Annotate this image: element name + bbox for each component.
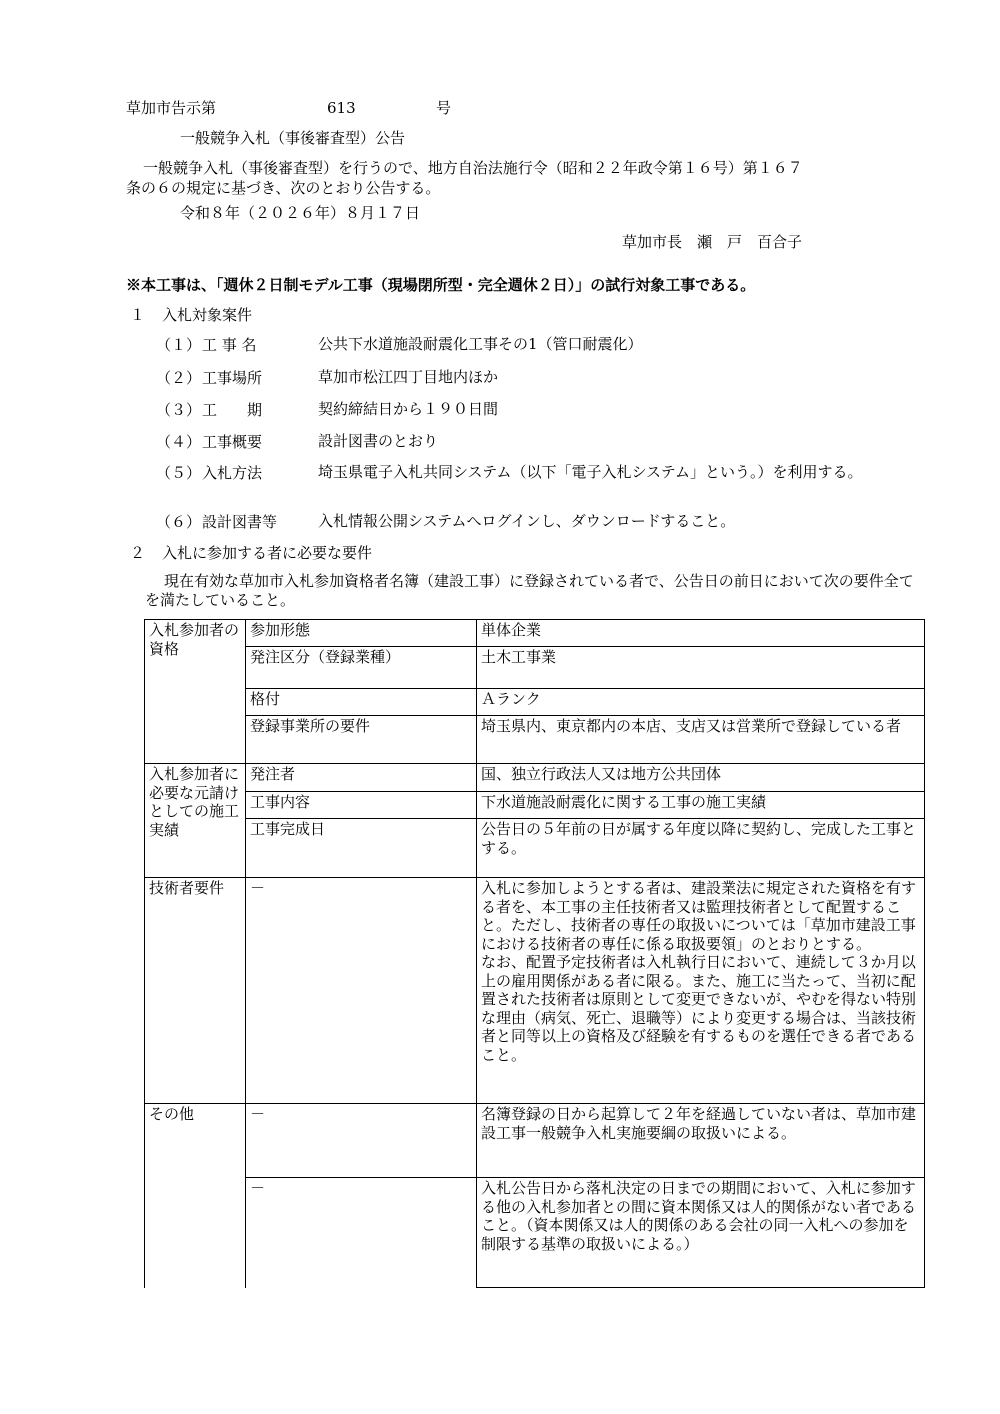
row-key: 発注者	[246, 764, 477, 792]
row-value: 公告日の５年前の日が属する年度以降に契約し、完成した工事とする。	[477, 819, 925, 878]
row-value: 国、独立行政法人又は地方公共団体	[477, 764, 925, 792]
group-label: 技術者要件	[145, 878, 246, 1104]
section2-title: 入札に参加する者に必要な要件	[162, 544, 373, 562]
row-key: 格付	[246, 689, 477, 716]
item-number: （２）	[156, 369, 202, 387]
item-value: 設計図書のとおり	[318, 432, 439, 450]
row-value: 土木工事業	[477, 647, 925, 689]
item-label: 工事場所	[202, 369, 263, 387]
engineer-req-paragraph-1: 入札に参加しようとする者は、建設業法に規定された資格を有する者を、本工事の主任技術者又は監理技術者として配置すること。ただし、技術者の専任の取扱いについては「草加市建設工事における技術者の専任に係る取扱要領」のとおりとする。	[481, 879, 917, 953]
item-number: （１）	[156, 336, 202, 354]
row-key: 工事完成日	[246, 819, 477, 878]
signer: 草加市長 瀬 戸 百合子	[622, 233, 803, 251]
table-row	[145, 716, 925, 764]
notice-suffix: 号	[436, 99, 452, 117]
notice-date: 令和８年（２０２６年）８月１７日	[180, 204, 421, 222]
item-number: （４）	[156, 433, 202, 451]
table-row	[145, 1104, 925, 1178]
row-value: 名簿登録の日から起算して２年を経過していない者は、草加市建設工事一般競争入札実施要綱の取扱いによる。	[477, 1104, 925, 1178]
table-row	[145, 878, 925, 1104]
requirements-table	[144, 619, 925, 1288]
item-label: 工 期	[202, 401, 263, 419]
table-row	[145, 764, 925, 792]
row-value: Ａランク	[477, 689, 925, 716]
row-key: －	[246, 878, 477, 1104]
item-label: 工 事 名	[202, 336, 257, 354]
section2-number: ２	[130, 544, 146, 562]
item-number: （３）	[156, 401, 202, 419]
table-row	[145, 819, 925, 878]
row-key: 発注区分（登録業種）	[246, 647, 477, 689]
intro-line-1: 一般競争入札（事後審査型）を行うので、地方自治法施行令（昭和２２年政令第１６号）第１６７	[143, 159, 803, 177]
table-row	[145, 647, 925, 689]
row-key: －	[246, 1104, 477, 1178]
engineer-req-paragraph-2: なお、配置予定技術者は入札執行日において、連続して３か月以上の雇用関係がある者に限る。また、施工に当たって、当初に配置された技術者は原則として変更できないが、やむを得ない特別な理由（病気、死亡、退職等）により変更する場合は、当該技術者と同等以上の資格及び経験を有するものを選任できる者であること。	[481, 953, 917, 1064]
notice-prefix: 草加市告示第	[126, 99, 217, 117]
group-label: 入札参加者に必要な元請けとしての施工実績	[145, 764, 246, 878]
group-label: その他	[145, 1104, 246, 1288]
table-row	[145, 792, 925, 819]
pilot-notice: ※本工事は、「週休２日制モデル工事（現場閉所型・完全週休２日）」の試行対象工事である。	[126, 276, 756, 294]
item-number: （５）	[156, 464, 202, 482]
item-value: 入札情報公開システムへログインし、ダウンロードすること。	[318, 512, 736, 530]
row-value	[477, 878, 925, 1104]
item-label: 工事概要	[202, 433, 263, 451]
document-title: 一般競争入札（事後審査型）公告	[180, 129, 406, 147]
item-value: 公共下水道施設耐震化工事その1（管口耐震化）	[318, 335, 643, 353]
section2-intro: 現在有効な草加市入札参加資格者名簿（建設工事）に登録されている者で、公告日の前日において次の要件全てを満たしていること。	[145, 572, 914, 609]
item-label: 設計図書等	[202, 513, 278, 531]
notice-number: 613	[327, 99, 356, 117]
section1-title: 入札対象案件	[162, 306, 253, 324]
row-value: 入札公告日から落札決定の日までの期間において、入札に参加する他の入札参加者との間に資本関係又は人的関係がない者であること。（資本関係又は人的関係のある会社の同一入札への参加を制限する基準の取扱いによる。）	[477, 1178, 925, 1288]
item-label: 入札方法	[202, 464, 263, 482]
row-key: 登録事業所の要件	[246, 716, 477, 764]
item-value: 草加市松江四丁目地内ほか	[318, 368, 499, 386]
item-number: （６）	[156, 513, 202, 531]
item-value: 契約締結日から１９０日間	[318, 400, 499, 418]
table-row	[145, 1178, 925, 1288]
row-value: 単体企業	[477, 620, 925, 647]
row-key: 参加形態	[246, 620, 477, 647]
table-row	[145, 620, 925, 647]
intro-line-2: 条の６の規定に基づき、次のとおり公告する。	[126, 179, 441, 197]
row-value: 下水道施設耐震化に関する工事の施工実績	[477, 792, 925, 819]
row-value: 埼玉県内、東京都内の本店、支店又は営業所で登録している者	[477, 716, 925, 764]
table-row	[145, 689, 925, 716]
row-key: －	[246, 1178, 477, 1288]
item-value: 埼玉県電子入札共同システム（以下「電子入札システム」という。）を利用する。	[318, 463, 863, 481]
section1-number: １	[130, 306, 146, 324]
group-label: 入札参加者の資格	[145, 620, 246, 764]
row-key: 工事内容	[246, 792, 477, 819]
